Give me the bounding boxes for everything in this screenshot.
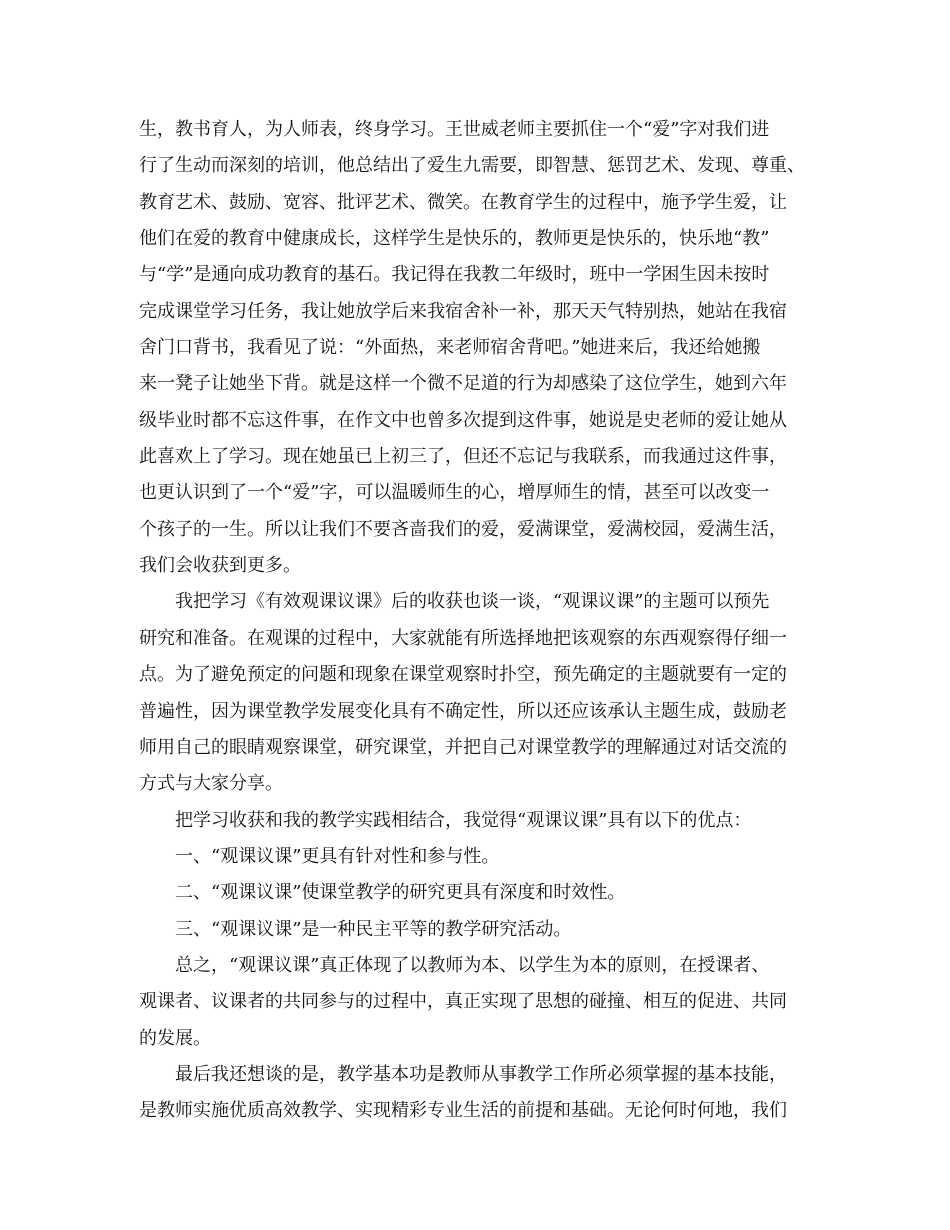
text-line: 师用自己的眼睛观察课堂，研究课堂，并把自己对课堂教学的理解通过对话交流的 [139, 736, 787, 758]
text-line: 与“学”是通向成功教育的基石。我记得在我教二年级时，班中一学困生因未按时 [139, 264, 770, 286]
text-line: 三、“观课议课”是一种民主平等的教学研究活动。 [175, 918, 572, 940]
text-line: 个孩子的一生。所以让我们不要吝啬我们的爱，爱满课堂，爱满校园，爱满生活， [139, 518, 787, 540]
text-line: 点。为了避免预定的问题和现象在课堂观察时扑空，预先确定的主题就要有一定的 [139, 664, 787, 686]
body-text [139, 112, 819, 1130]
text-line: 我们会收获到更多。 [139, 555, 301, 577]
text-line: 舍门口背书，我看见了说：“外面热，来老师宿舍背吧。”她进来后，我还给她搬 [139, 337, 761, 359]
text-line: 我把学习《有效观课议课》后的收获也谈一谈，“观课议课”的主题可以预先 [175, 591, 770, 613]
text-line: 他们在爱的教育中健康成长，这样学生是快乐的，教师更是快乐的，快乐地“教” [139, 228, 770, 250]
text-line: 来一凳子让她坐下背。就是这样一个微不足道的行为却感染了这位学生，她到六年 [139, 373, 787, 395]
text-line: 行了生动而深刻的培训，他总结出了爱生九需要，即智慧、惩罚艺术、发现、尊重、 [139, 155, 805, 177]
text-line: 级毕业时都不忘这件事，在作文中也曾多次提到这件事，她说是史老师的爱让她从 [139, 409, 787, 431]
text-line: 方式与大家分享。 [139, 773, 283, 795]
text-line: 研究和准备。在观课的过程中，大家就能有所选择地把该观察的东西观察得仔细一 [139, 627, 787, 649]
text-line: 二、“观课议课”使课堂教学的研究更具有深度和时效性。 [175, 882, 626, 904]
text-line: 此喜欢上了学习。现在她虽已上初三了，但还不忘记与我联系，而我通过这件事， [139, 446, 787, 468]
text-line: 教育艺术、鼓励、宽容、批评艺术、微笑。在教育学生的过程中，施予学生爱，让 [139, 191, 787, 213]
text-line: 一、“观课议课”更具有针对性和参与性。 [175, 845, 500, 867]
text-line: 把学习收获和我的教学实践相结合，我觉得“观课议课”具有以下的优点： [175, 809, 752, 831]
text-line: 最后我还想谈的是，教学基本功是教师从事教学工作所必须掌握的基本技能， [175, 1063, 787, 1085]
text-line: 是教师实施优质高效教学、实现精彩专业生活的前提和基础。无论何时何地，我们 [139, 1100, 787, 1122]
text-line: 也更认识到了一个“爱”字，可以温暖师生的心，增厚师生的情，甚至可以改变一 [139, 482, 770, 504]
text-line: 普遍性，因为课堂教学发展变化具有不确定性，所以还应该承认主题生成，鼓励老 [139, 700, 787, 722]
text-line: 生，教书育人，为人师表，终身学习。王世威老师主要抓住一个“爱”字对我们进 [139, 119, 770, 140]
text-line: 的发展。 [139, 1027, 211, 1049]
text-line: 总之，“观课议课”真正体现了以教师为本、以学生为本的原则，在授课者、 [175, 954, 770, 976]
text-line: 完成课堂学习任务，我让她放学后来我宿舍补一补，那天天气特别热，她站在我宿 [139, 300, 787, 322]
text-line: 观课者、议课者的共同参与的过程中，真正实现了思想的碰撞、相互的促进、共同 [139, 991, 787, 1013]
